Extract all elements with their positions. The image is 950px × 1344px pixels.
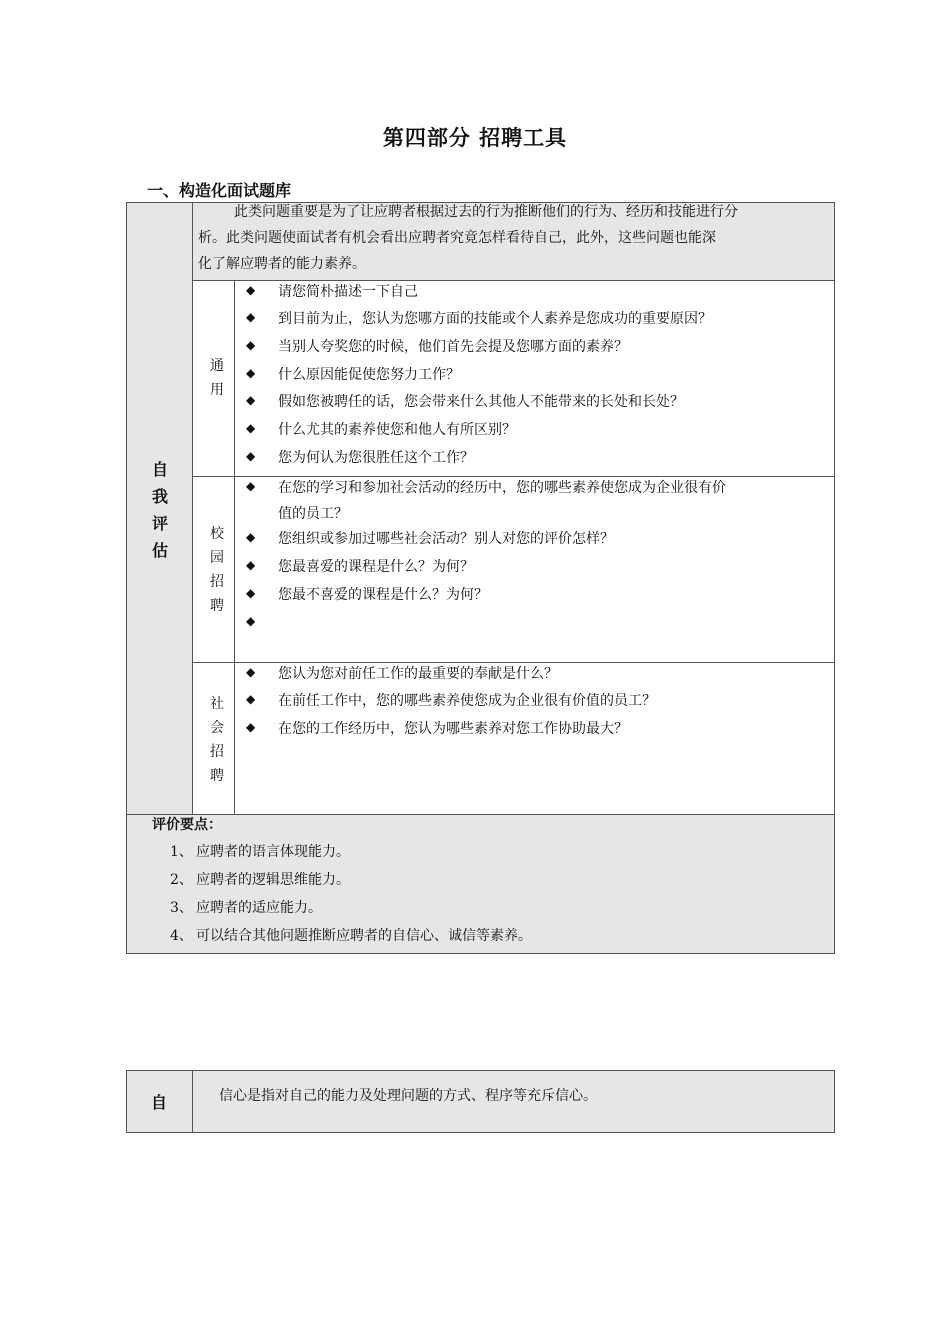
- question-item: 您最喜爱的课程是什么？为何？: [278, 559, 474, 575]
- group-label-general: 通 用: [210, 358, 224, 398]
- question-item: 请您简朴描述一下自己: [278, 284, 418, 300]
- group-label-social: 社 会 招 聘: [210, 696, 224, 784]
- bullet-icon: ◆: [246, 393, 256, 407]
- bullet-icon: ◆: [246, 720, 256, 734]
- evaluation-heading: 评价要点：: [152, 817, 222, 833]
- bullet-icon: ◆: [246, 449, 256, 463]
- bullet-icon: ◆: [246, 366, 256, 380]
- bullet-icon: ◆: [246, 586, 256, 600]
- question-cell-social: [234, 662, 835, 815]
- evaluation-item: 4、 可以结合其他问题推断应聘者的自信心、诚信等素养。: [170, 928, 532, 944]
- confidence-divider: [192, 1070, 193, 1133]
- question-item: 当别人夸奖您的时候，他们首先会提及您哪方面的素养？: [278, 339, 628, 355]
- page-title: 第四部分 招聘工具: [382, 126, 568, 150]
- question-item: 在您的学习和参加社会活动的经历中，您的哪些素养使您成为企业很有价: [278, 480, 726, 496]
- question-item: 在您的工作经历中，您认为哪些素养对您工作协助最大？: [278, 721, 628, 737]
- intro-line-2: 析。此类问题使面试者有机会看出应聘者究竟怎样看待自己，此外，这些问题也能深: [198, 230, 716, 246]
- intro-line-1: 此类问题重要是为了让应聘者根据过去的行为推断他们的行为、经历和技能进行分: [234, 204, 738, 220]
- question-item: 到目前为止，您认为您哪方面的技能或个人素养是您成功的重要原因？: [278, 311, 712, 327]
- self-assessment-label: 自 我 评 估: [151, 460, 168, 560]
- question-item-continued: 值的员工？: [278, 506, 348, 522]
- bullet-icon: ◆: [246, 338, 256, 352]
- evaluation-item: 3、 应聘者的适应能力。: [170, 900, 322, 916]
- section-heading: 一、构造化面试题库: [147, 181, 292, 200]
- question-item: 您为何认为您很胜任这个工作？: [278, 450, 474, 466]
- confidence-text: 信心是指对自己的能力及处理问题的方式、程序等充斥信心。: [219, 1088, 597, 1104]
- question-item: 您最不喜爱的课程是什么？为何？: [278, 587, 488, 603]
- question-item: 假如您被聘任的话，您会带来什么其他人不能带来的长处和长处？: [278, 394, 684, 410]
- bullet-icon: ◆: [246, 421, 256, 435]
- intro-line-3: 化了解应聘者的能力素养。: [198, 256, 366, 272]
- bullet-icon: ◆: [246, 530, 256, 544]
- bullet-icon: ◆: [246, 479, 256, 493]
- question-item: 您组织或参加过哪些社会活动？别人对您的评价怎样？: [278, 531, 614, 547]
- bullet-icon: ◆: [246, 692, 256, 706]
- bullet-icon: ◆: [246, 665, 256, 679]
- bullet-icon: ◆: [246, 283, 256, 297]
- bullet-icon: ◆: [246, 558, 256, 572]
- confidence-label: 自: [150, 1093, 167, 1112]
- group-label-campus: 校 园 招 聘: [210, 526, 224, 614]
- question-item: 什么原因能促使您努力工作？: [278, 367, 460, 383]
- bullet-icon: ◆: [246, 310, 256, 324]
- evaluation-item: 2、 应聘者的逻辑思维能力。: [170, 872, 350, 888]
- question-item: 在前任工作中，您的哪些素养使您成为企业很有价值的员工？: [278, 693, 656, 709]
- question-item: 什么尤其的素养使您和他人有所区别？: [278, 422, 516, 438]
- bullet-icon: ◆: [246, 614, 256, 628]
- question-item: 您认为您对前任工作的最重要的奉献是什么？: [278, 666, 558, 682]
- evaluation-item: 1、 应聘者的语言体现能力。: [170, 844, 350, 860]
